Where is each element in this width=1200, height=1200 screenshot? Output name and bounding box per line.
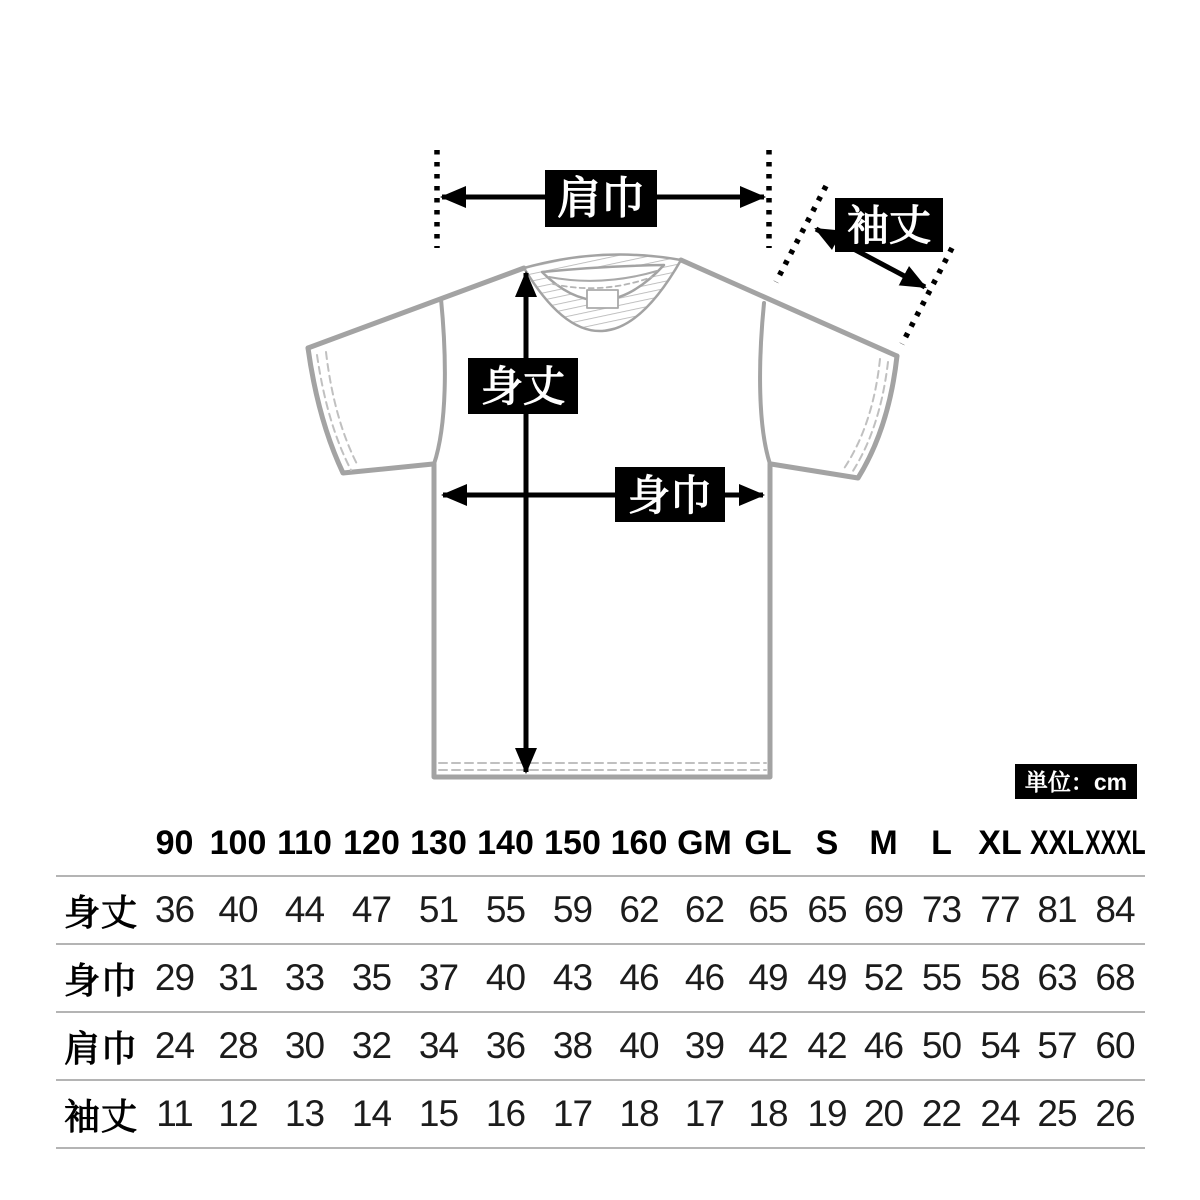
measurement-value: 29 xyxy=(154,957,195,998)
sleeve-length-extension-line-lower xyxy=(902,248,952,344)
measurement-value: 24 xyxy=(154,1025,195,1066)
measurement-value: 55 xyxy=(485,889,526,930)
size-column-header: GM xyxy=(677,824,732,862)
measurement-value: 60 xyxy=(1095,1025,1135,1066)
measurement-row-label: 身丈 xyxy=(64,891,139,933)
measurement-value: 46 xyxy=(863,1025,904,1066)
measurement-value: 17 xyxy=(684,1093,725,1134)
size-column-header: GL xyxy=(744,824,792,862)
back-neck-seam xyxy=(549,271,657,281)
measurement-value: 62 xyxy=(619,889,659,930)
measurement-value: 42 xyxy=(748,1025,788,1066)
size-column-header: 110 xyxy=(277,824,332,862)
left-shoulder-line xyxy=(308,268,524,348)
size-table-header xyxy=(56,812,1145,875)
size-table-row xyxy=(56,1011,1145,1079)
body-length-annotation xyxy=(468,273,578,772)
size-table-row xyxy=(56,875,1145,943)
measurement-value: 36 xyxy=(154,889,195,930)
measurement-value: 65 xyxy=(807,889,847,930)
measurement-value: 17 xyxy=(552,1093,593,1134)
measurement-value: 33 xyxy=(284,957,325,998)
measurement-value: 43 xyxy=(552,957,593,998)
cuff-stitch-lines xyxy=(317,352,888,474)
measurement-value: 37 xyxy=(418,957,459,998)
measurement-value: 73 xyxy=(921,889,962,930)
size-column-header: M xyxy=(869,824,898,862)
measurement-value: 50 xyxy=(921,1025,962,1066)
size-column-header: 140 xyxy=(477,824,534,862)
body-length-label: 身丈 xyxy=(480,363,566,410)
measurement-row-label: 肩巾 xyxy=(64,1027,139,1069)
measurement-value: 54 xyxy=(980,1025,1020,1066)
measurement-value: 20 xyxy=(863,1093,904,1134)
size-table-row xyxy=(56,943,1145,1011)
size-column-header: S xyxy=(815,824,839,862)
measurement-value: 39 xyxy=(684,1025,725,1066)
measurement-value: 51 xyxy=(418,889,459,930)
measurement-value: 36 xyxy=(485,1025,526,1066)
measurement-value: 16 xyxy=(485,1093,526,1134)
measurement-value: 81 xyxy=(1037,889,1077,930)
right-shoulder-line xyxy=(681,260,897,356)
size-column-header: 90 xyxy=(155,824,194,862)
size-column-header: XXL xyxy=(1029,824,1085,862)
measurement-row-label: 袖丈 xyxy=(64,1095,139,1137)
sleeve-length-label: 袖丈 xyxy=(846,202,932,249)
measurement-value: 15 xyxy=(418,1093,459,1134)
measurement-value: 40 xyxy=(218,889,258,930)
measurement-value: 42 xyxy=(807,1025,847,1066)
body-width-annotation xyxy=(443,467,763,522)
measurement-value: 26 xyxy=(1095,1093,1135,1134)
sleeve-length-extension-line-upper xyxy=(776,186,826,282)
measurement-row-label: 身巾 xyxy=(64,959,139,1001)
measurement-value: 25 xyxy=(1037,1093,1077,1134)
measurement-value: 77 xyxy=(980,889,1020,930)
sleeve-length-annotation xyxy=(776,186,952,344)
measurement-value: 24 xyxy=(980,1093,1020,1134)
measurement-value: 11 xyxy=(156,1093,193,1134)
measurement-value: 18 xyxy=(748,1093,788,1134)
hem-stitch-lines xyxy=(439,763,766,770)
size-column-header: 150 xyxy=(544,824,601,862)
measurement-value: 30 xyxy=(284,1025,325,1066)
size-column-header: XXXL xyxy=(1084,824,1146,862)
measurement-value: 69 xyxy=(863,889,904,930)
shoulder-width-annotation xyxy=(437,150,769,248)
size-table-body xyxy=(56,875,1145,1149)
size-table xyxy=(56,812,1145,1149)
measurement-value: 14 xyxy=(351,1093,392,1134)
measurement-value: 58 xyxy=(980,957,1020,998)
size-column-header: 100 xyxy=(209,824,267,862)
measurement-value: 52 xyxy=(863,957,904,998)
left-sleeve xyxy=(308,348,433,473)
measurement-value: 38 xyxy=(552,1025,593,1066)
left-armhole-seam xyxy=(434,299,445,464)
measurement-value: 32 xyxy=(351,1025,392,1066)
measurement-value: 19 xyxy=(807,1093,847,1134)
measurement-value: 65 xyxy=(748,889,788,930)
measurement-value: 49 xyxy=(748,957,788,998)
measurement-value: 40 xyxy=(485,957,526,998)
measurement-value: 12 xyxy=(218,1093,258,1134)
measurement-value: 40 xyxy=(619,1025,659,1066)
unit-badge-label: 単位：cm xyxy=(1024,769,1128,795)
measurement-value: 31 xyxy=(218,957,258,998)
measurement-value: 18 xyxy=(619,1093,659,1134)
neck-tag xyxy=(587,290,618,308)
measurement-value: 13 xyxy=(284,1093,325,1134)
tshirt-illustration xyxy=(308,255,897,777)
measurement-value: 46 xyxy=(684,957,725,998)
size-column-header: 160 xyxy=(610,824,668,862)
size-column-header: 130 xyxy=(410,824,467,862)
size-column-header: 120 xyxy=(343,824,400,862)
measurement-value: 55 xyxy=(921,957,962,998)
size-table-row xyxy=(56,1079,1145,1147)
unit-badge xyxy=(1015,764,1137,799)
measurement-value: 63 xyxy=(1037,957,1077,998)
measurement-value: 28 xyxy=(218,1025,258,1066)
measurement-value: 44 xyxy=(284,889,325,930)
measurement-value: 47 xyxy=(351,889,392,930)
measurement-value: 68 xyxy=(1095,957,1135,998)
measurement-value: 22 xyxy=(921,1093,962,1134)
shoulder-width-label: 肩巾 xyxy=(557,174,645,223)
measurement-value: 35 xyxy=(351,957,392,998)
size-table-corner xyxy=(56,812,144,875)
measurement-value: 59 xyxy=(552,889,593,930)
measurement-value: 84 xyxy=(1095,889,1135,930)
right-armhole-seam xyxy=(760,303,770,464)
measurement-value: 34 xyxy=(418,1025,459,1066)
size-column-header: L xyxy=(931,824,952,862)
measurement-value: 49 xyxy=(807,957,847,998)
size-column-header: XL xyxy=(978,824,1022,862)
body-width-label: 身巾 xyxy=(627,472,713,519)
measurement-value: 57 xyxy=(1037,1025,1077,1066)
back-neck-dashed-seam xyxy=(553,277,652,288)
measurement-value: 46 xyxy=(619,957,659,998)
measurement-value: 62 xyxy=(684,889,725,930)
